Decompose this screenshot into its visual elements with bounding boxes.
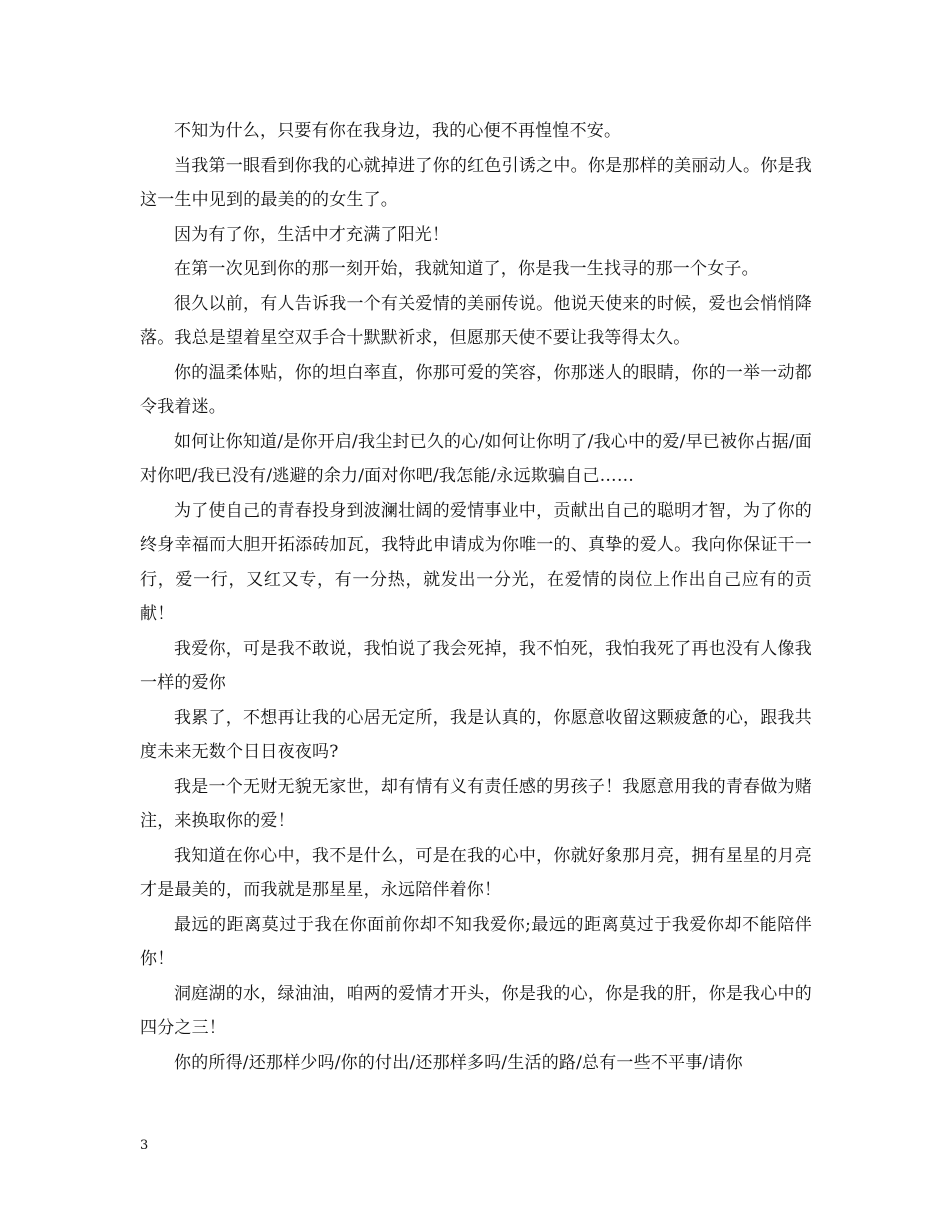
document-body (140, 114, 812, 1080)
paragraph-7: 如何让你知道/是你开启/我尘封已久的心/如何让你明了/我心中的爱/早已被你占据/面对你吧/我已没有/逃避的余力/面对你吧/我怎能/永远欺骗自己…… (140, 431, 812, 486)
paragraph-3: 因为有了你，生活中才充满了阳光！ (174, 224, 450, 245)
paragraph-11: 我是一个无财无貌无家世，却有情有义有责任感的男孩子！我愿意用我的青春做为赌注，来换取你的爱！ (140, 776, 812, 831)
paragraph-12: 我知道在你心中，我不是什么，可是在我的心中，你就好象那月亮，拥有星星的月亮才是最美的，而我就是那星星，永远陪伴着你！ (140, 845, 812, 900)
paragraph-5: 很久以前，有人告诉我一个有关爱情的美丽传说。他说天使来的时候，爱也会悄悄降落。我总是望着星空双手合十默默祈求，但愿那天使不要让我等得太久。 (140, 293, 812, 348)
paragraph-14: 洞庭湖的水，绿油油，咱两的爱情才开头，你是我的心，你是我的肝，你是我心中的四分之三！ (140, 983, 812, 1038)
paragraph-15: 你的所得/还那样少吗/你的付出/还那样多吗/生活的路/总有一些不平事/请你 (174, 1052, 743, 1073)
paragraph-9: 我爱你，可是我不敢说，我怕说了我会死掉，我不怕死，我怕我死了再也没有人像我一样的爱你 (140, 638, 812, 693)
paragraph-8: 为了使自己的青春投身到波澜壮阔的爱情事业中，贡献出自己的聪明才智，为了你的终身幸福而大胆开拓添砖加瓦，我特此申请成为你唯一的、真挚的爱人。我向你保证干一行，爱一行，又红又专，有一分热，就发出一分光，在爱情的岗位上作出自己应有的贡献！ (140, 500, 812, 624)
paragraph-1: 不知为什么，只要有你在我身边，我的心便不再惶惶不安。 (174, 121, 622, 141)
page-number: 3 (140, 1138, 149, 1153)
paragraph-2: 当我第一眼看到你我的心就掉进了你的红色引诱之中。你是那样的美丽动人。你是我这一生中见到的最美的的女生了。 (140, 155, 812, 210)
paragraph-13: 最远的距离莫过于我在你面前你却不知我爱你;最远的距离莫过于我爱你却不能陪伴你！ (140, 914, 812, 969)
paragraph-4: 在第一次见到你的那一刻开始，我就知道了，你是我一生找寻的那一个女子。 (174, 259, 759, 279)
paragraph-10: 我累了，不想再让我的心居无定所，我是认真的，你愿意收留这颗疲惫的心，跟我共度未来无数个日日夜夜吗? (140, 707, 812, 762)
paragraph-6: 你的温柔体贴，你的坦白率直，你那可爱的笑容，你那迷人的眼睛，你的一举一动都令我着迷。 (140, 362, 812, 417)
